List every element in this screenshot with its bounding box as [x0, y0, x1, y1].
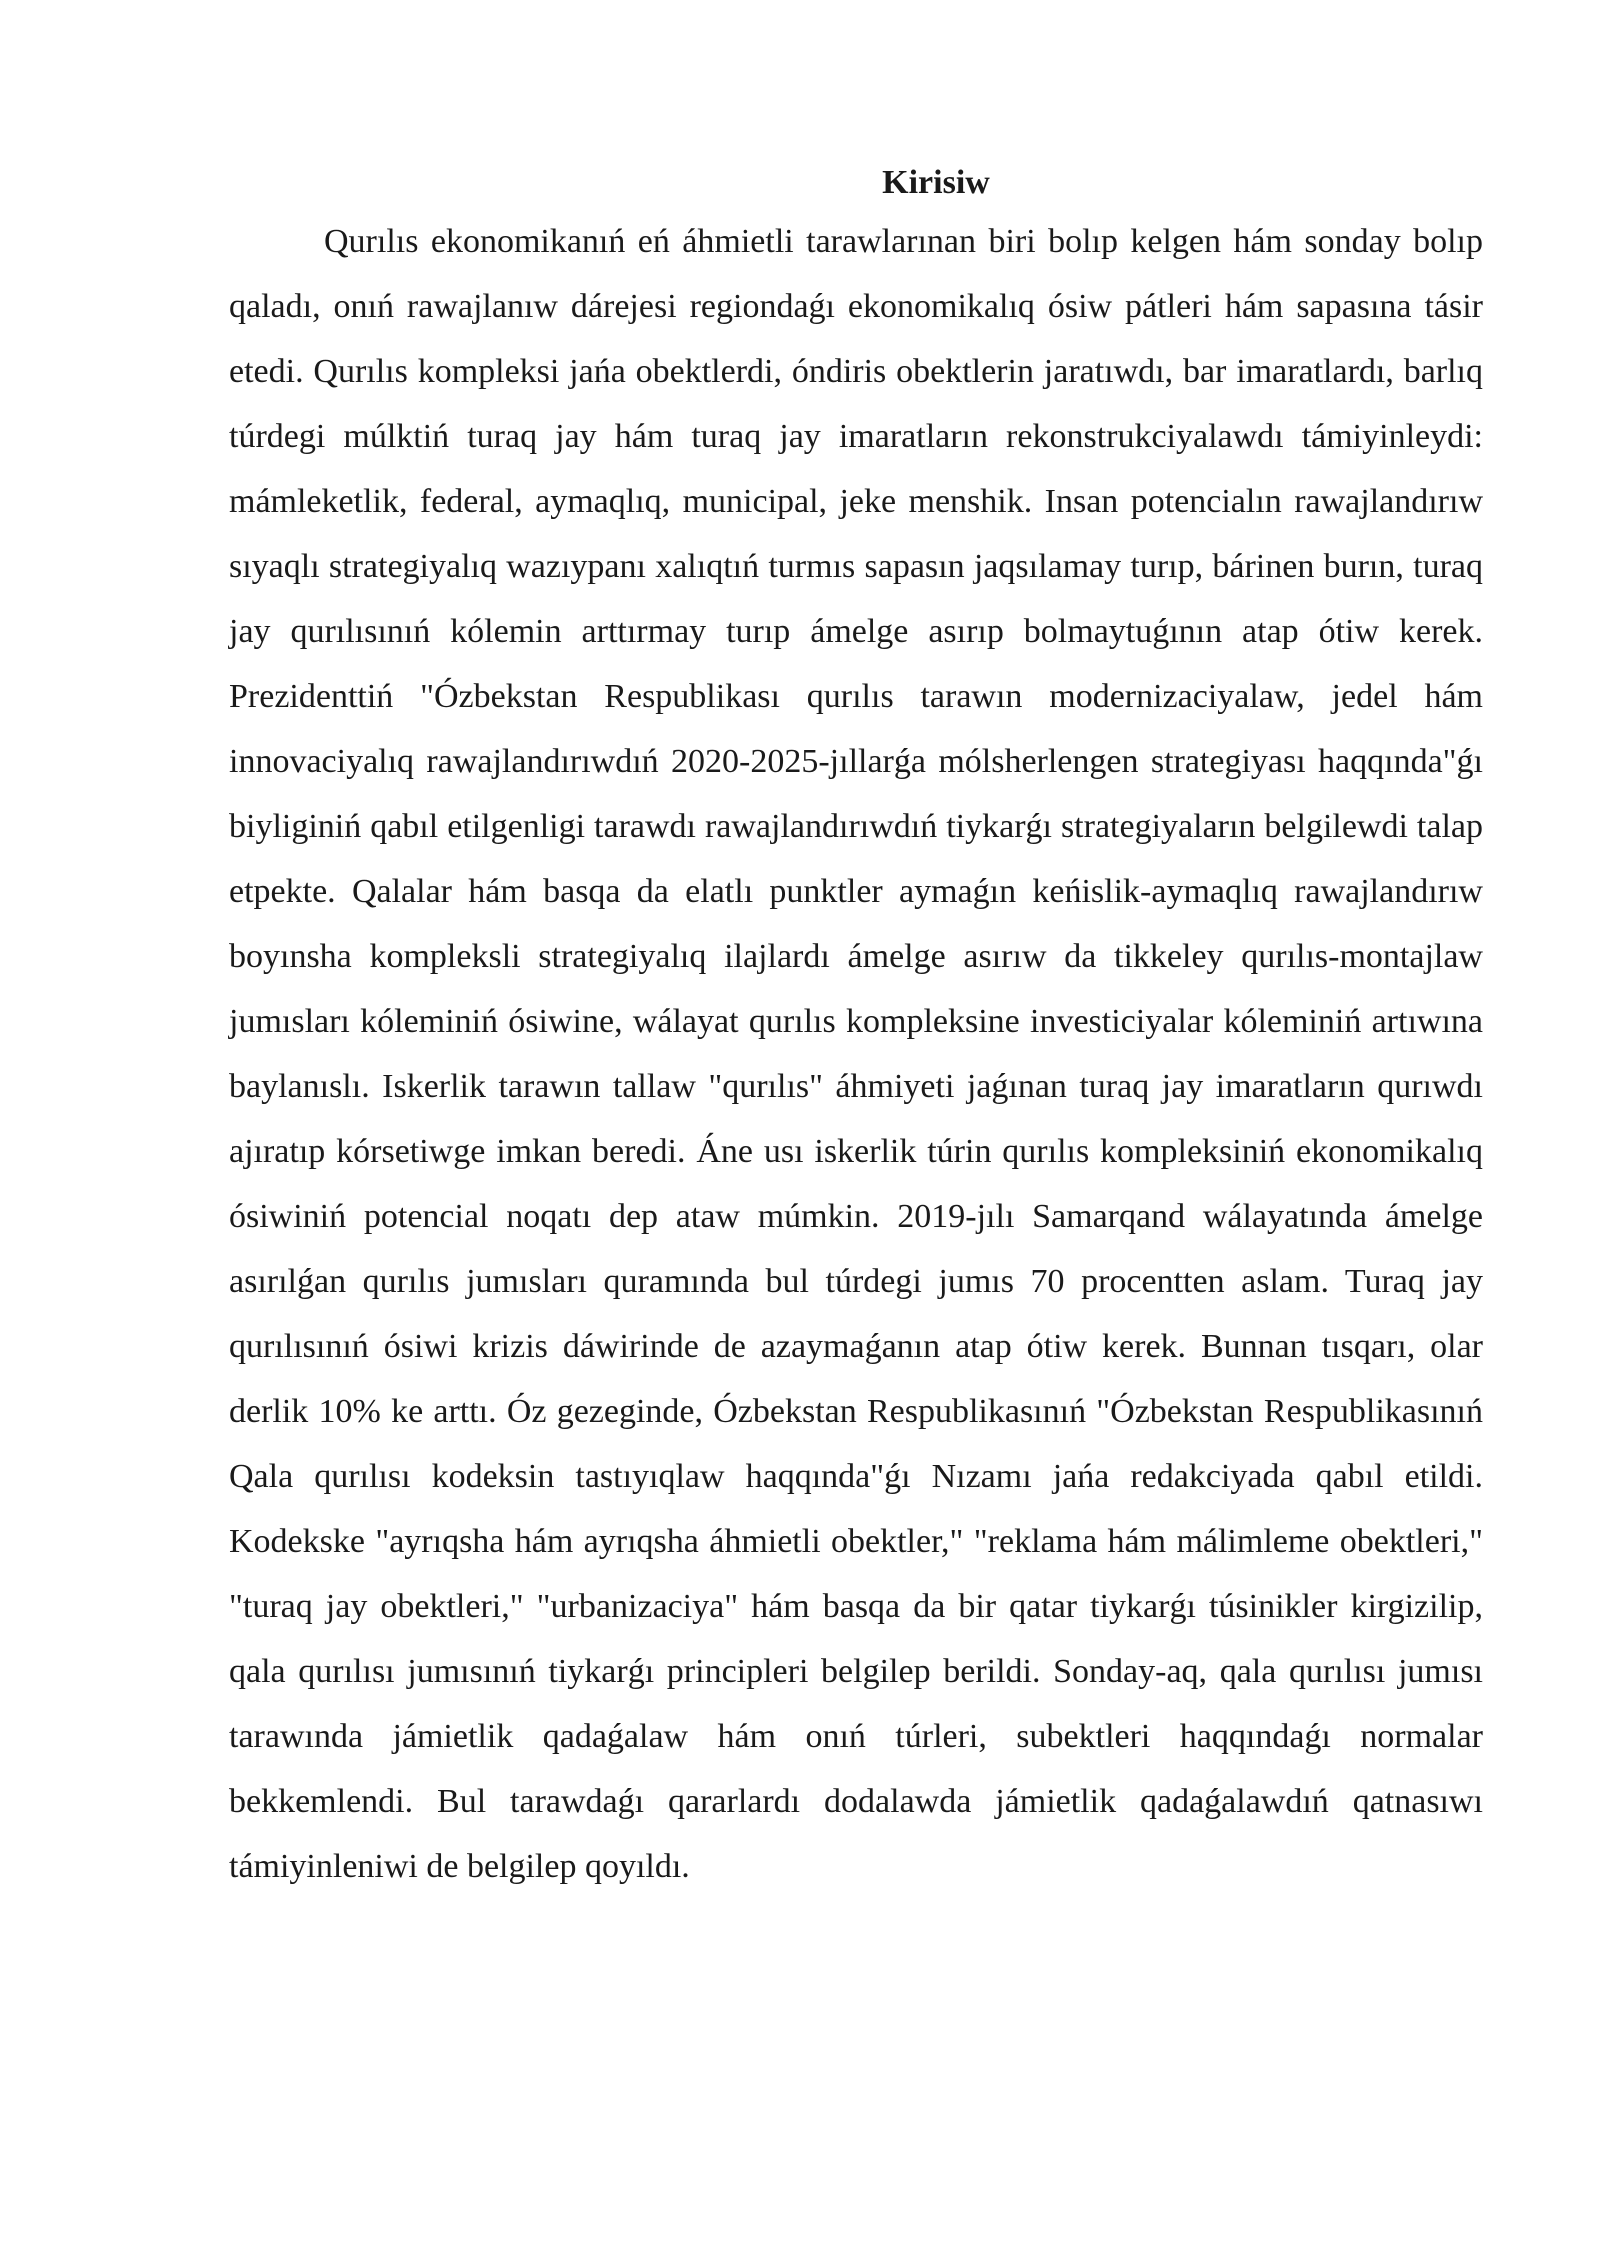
document-content: [229, 160, 1483, 1899]
document-title: Kirisiw: [882, 164, 990, 201]
document-paragraph: Qurılıs ekonomikanıń eń áhmietli tarawlarınan biri bolıp kelgen hám sonday bolıp qaladı, onıń rawajlanıw dárejesi regiondaǵı ekonomikalıq ósiw pátleri hám sapasına tásir etedi. Qurılıs kompleksi jańa obektlerdi, óndiris obektlerin jaratıwdı, bar imaratlardı, barlıq túrdegi múlktiń turaq jay hám turaq jay imaratların rekonstrukciyalawdı támiyinleydi: mámleketlik, federal, aymaqlıq, municipal, jeke menshik. Insan potencialın rawajlandırıw sıyaqlı strategiyalıq wazıypanı xalıqtıń turmıs sapasın jaqsılamay turıp, bárinen burın, turaq jay qurılısınıń kólemin arttırmay turıp ámelge asırıp bolmaytuǵının atap ótiw kerek. Prezidenttiń "Ózbekstan Respublikası qurılıs tarawın modernizaciyalaw, jedel hám innovaciyalıq rawajlandırıwdıń 2020-2025-jıllarǵa mólsherlengen strategiyası haqqında"ǵı biyliginiń qabıl etilgenligi tarawdı rawajlandırıwdıń tiykarǵı strategiyaların belgilewdi talap etpekte. Qalalar hám basqa da elatlı punktler aymaǵın keńislik-aymaqlıq rawajlandırıw boyınsha kompleksli strategiyalıq ilajlardı ámelge asırıw da tikkeley qurılıs-montajlaw jumısları kóleminiń ósiwine, wálayat qurılıs kompleksine investiciyalar kóleminiń artıwına baylanıslı. Iskerlik tarawın tallaw "qurılıs" áhmiyeti jaǵınan turaq jay imaratların qurıwdı ajıratıp kórsetiwge imkan beredi. Áne usı iskerlik túrin qurılıs kompleksiniń ekonomikalıq ósiwiniń potencial noqatı dep ataw múmkin. 2019-jılı Samarqand wálayatında ámelge asırılǵan qurılıs jumısları quramında bul túrdegi jumıs 70 procentten aslam. Turaq jay qurılısınıń ósiwi krizis dáwirinde de azaymaǵanın atap ótiw kerek. Bunnan tısqarı, olar derlik 10% ke arttı. Óz gezeginde, Ózbekstan Respublikasınıń "Ózbekstan Respublikasınıń Qala qurılısı kodeksin tastıyıqlaw haqqında"ǵı Nızamı jańa redakciyada qabıl etildi. Kodekske "ayrıqsha hám ayrıqsha áhmietli obektler," "reklama hám málimleme obektleri," "turaq jay obektleri," "urbanizaciya" hám basqa da bir qatar tiykarǵı túsinikler kirgizilip, qala qurılısı jumısınıń tiykarǵı principleri belgilep berildi. Sonday-aq, qala qurılısı jumısı tarawında jámietlik qadaǵalaw hám onıń túrleri, subektleri haqqındaǵı normalar bekkemlendi. Bul tarawdaǵı qararlardı dodalawda jámietlik qadaǵalawdıń qatnasıwı támiyinleniwi de belgilep qoyıldı.: [229, 223, 1483, 1885]
